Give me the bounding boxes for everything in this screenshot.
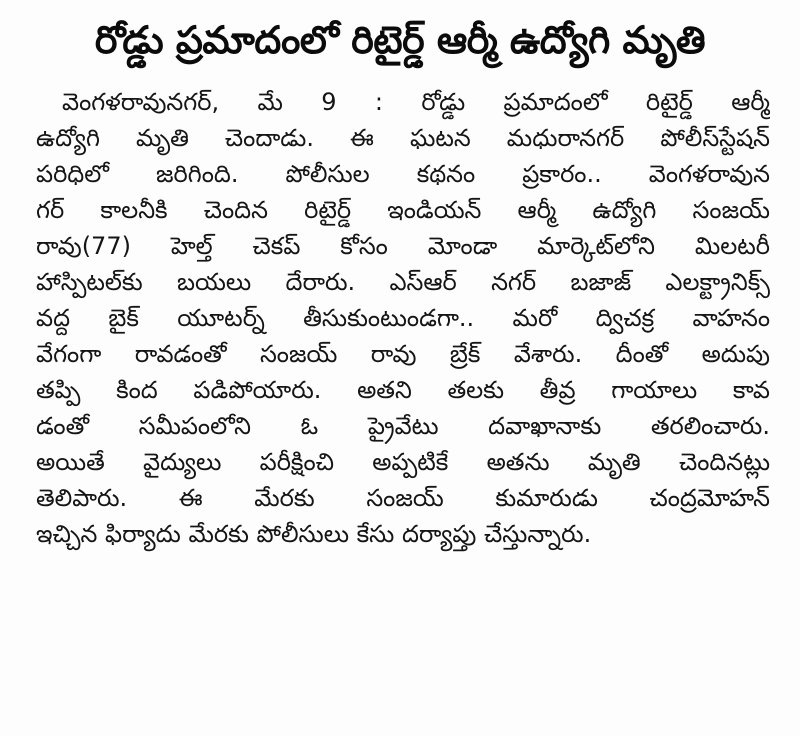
article-line-8: వేగంగా రావడంతో సంజయ్ రావు బ్రేక్ వేశారు. దీంతో అదుపు bbox=[36, 340, 770, 368]
article-line-12: తెలిపారు. ఈ మేరకు సంజయ్ కుమారుడు చంద్రమోహన్ bbox=[36, 484, 770, 512]
article-line-13: ఇచ్చిన ఫిర్యాదు మేరకు పోలీసులు కేసు దర్యాప్తు చేస్తున్నారు. bbox=[36, 520, 592, 548]
article-line-10: డంతో సమీపంలోని ఓ ప్రైవేటు దవాఖానాకు తరలించారు. bbox=[36, 412, 770, 440]
article-headline: రోడ్డు ప్రమాదంలో రిటైర్డ్ ఆర్మీ ఉద్యోగి మృతి bbox=[94, 18, 706, 62]
article-line-11: అయితే వైద్యులు పరీక్షించి అప్పటికే అతను మృతి చెందినట్లు bbox=[36, 448, 770, 476]
article-line-2: ఉద్యోగి మృతి చెందాడు. ఈ ఘటన మధురానగర్ పోలీస్‌స్టేషన్ bbox=[36, 124, 770, 152]
article-line-3: పరిధిలో జరిగింది. పోలీసుల కథనం ప్రకారం.. వెంగళరావున bbox=[36, 160, 770, 188]
article-line-9: తప్పి కింద పడిపోయారు. అతని తలకు తీవ్ర గాయాలు కావ bbox=[36, 376, 770, 404]
article-body bbox=[36, 84, 770, 552]
article-line-7: వద్ద బైక్ యూటర్న్ తీసుకుంటుండగా.. మరో ద్విచక్ర వాహనం bbox=[36, 304, 770, 332]
article-line-1: వెంగళరావునగర్, మే 9 : రోడ్డు ప్రమాదంలో రిటైర్డ్ ఆర్మీ bbox=[62, 88, 770, 116]
article-line-4: గర్ కాలనీకి చెందిన రిటైర్డ్ ఇండియన్ ఆర్మీ ఉద్యోగి సంజయ్ bbox=[36, 196, 770, 224]
article-line-5: రావు(77) హెల్త్ చెకప్ కోసం మోండా మార్కెట్‌లోని మిలటరీ bbox=[36, 232, 770, 260]
article-line-6: హాస్పిటల్‌కు బయలు దేరారు. ఎస్‌ఆర్ నగర్ బజాజ్ ఎలక్ట్రానిక్స్ bbox=[36, 268, 770, 296]
